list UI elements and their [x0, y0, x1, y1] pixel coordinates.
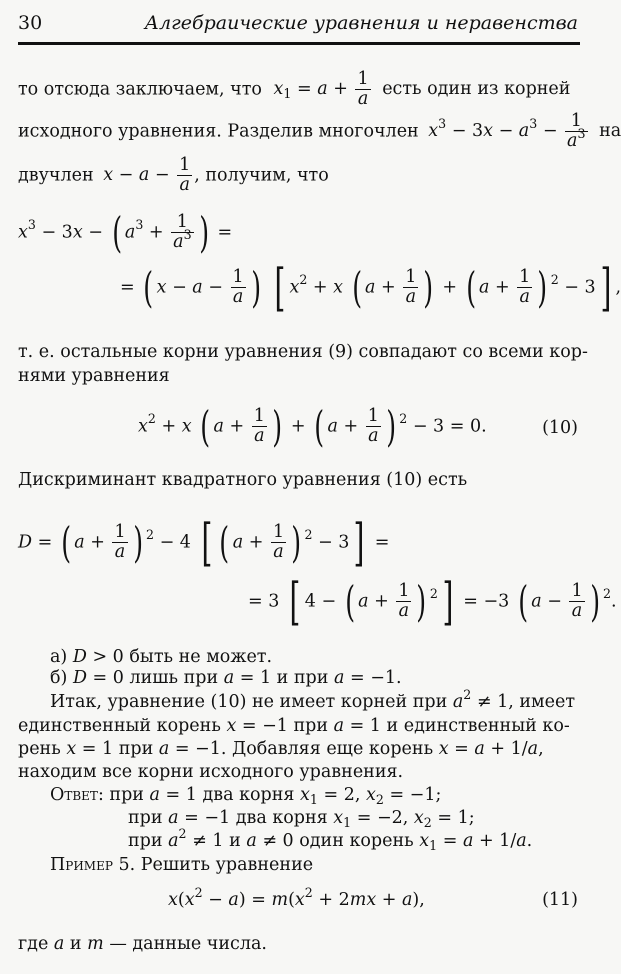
text-line: двучлен x − a − $\frac{1}{a}$ , получим, что [18, 155, 329, 196]
equation-line: = ( x − a − $\frac{1}{a}$ ) [ $x^2 + x$ ( a + $\frac{1}{a}$ ) + ( a + $\frac{1}{a}$ ) $^2$ − 3] , [120, 258, 621, 317]
text-line: единственный корень x = −1 при a = 1 и единственный ко- [18, 716, 570, 736]
page-number: 30 [18, 12, 43, 34]
equation-line: = 3 [ 4 − ( a + $\frac{1}{a}$ ) $^2$] = −3 ( a − $\frac{1}{a}$ ) $^2$. [248, 572, 617, 631]
text-line: нями уравнения [18, 366, 170, 386]
case-b: б) D = 0 лишь при a = 1 и при a = −1. [50, 668, 402, 688]
example-heading: Пример 5. Решить уравнение [50, 855, 314, 875]
text-line: где a и m — данные числа. [18, 934, 267, 954]
text-line: исходного уравнения. Разделив многочлен $x^3 - 3x - a^3$ − $\frac{1}{a^3}$ на [18, 111, 621, 152]
answer-line: при $a^2 \ne 1$ и a ≠ 0 один корень $x_1 = a + 1/a$. [128, 825, 533, 853]
equation-line: $x^3 - 3x$ − ( $a^3$ + $\frac{1}{a^3}$ ) = [18, 207, 233, 257]
text-line: рень x = 1 при a = −1. Добавляя еще корень x = a + 1/a, [18, 739, 544, 759]
text-line: то отсюда заключаем, что $x_1 = a$ + $\frac{1}{a}$ есть один из корней [18, 69, 571, 110]
equation-10: $x^2 + x$ ( a + $\frac{1}{a}$ ) + ( a + $\frac{1}{a}$ ) $^2$ − 3 = 0. [138, 401, 487, 451]
answer-line: при a = −1 два корня $x_1 = -2$, $x_2 = 1$; [128, 808, 475, 830]
running-header-title: Алгебраические уравнения и неравенства [144, 12, 578, 34]
text-line: Дискриминант квадратного уравнения (10) есть [18, 470, 468, 490]
answer-line: Ответ: при a = 1 два корня $x_1 = 2$, $x_2 = -1$; [50, 785, 442, 807]
text-line: находим все корни исходного уравнения. [18, 762, 404, 782]
case-a: а) D > 0 быть не может. [50, 647, 273, 667]
equation-number: (10) [542, 418, 578, 438]
text-line: т. е. остальные корни уравнения (9) совпадают со всеми кор- [18, 342, 588, 362]
equation-line: D = ( a + $\frac{1}{a}$ ) $^2$ − 4 [ ( a + $\frac{1}{a}$ ) $^2$ − 3] = [18, 513, 390, 572]
equation-number: (11) [542, 890, 578, 910]
equation-11: $x(x^2 - a) = m(x^2 + 2mx + a)$, [168, 884, 425, 910]
header-rule [18, 42, 580, 45]
text-line: Итак, уравнение (10) не имеет корней при $a^2 \ne 1$, имеет [50, 686, 576, 712]
